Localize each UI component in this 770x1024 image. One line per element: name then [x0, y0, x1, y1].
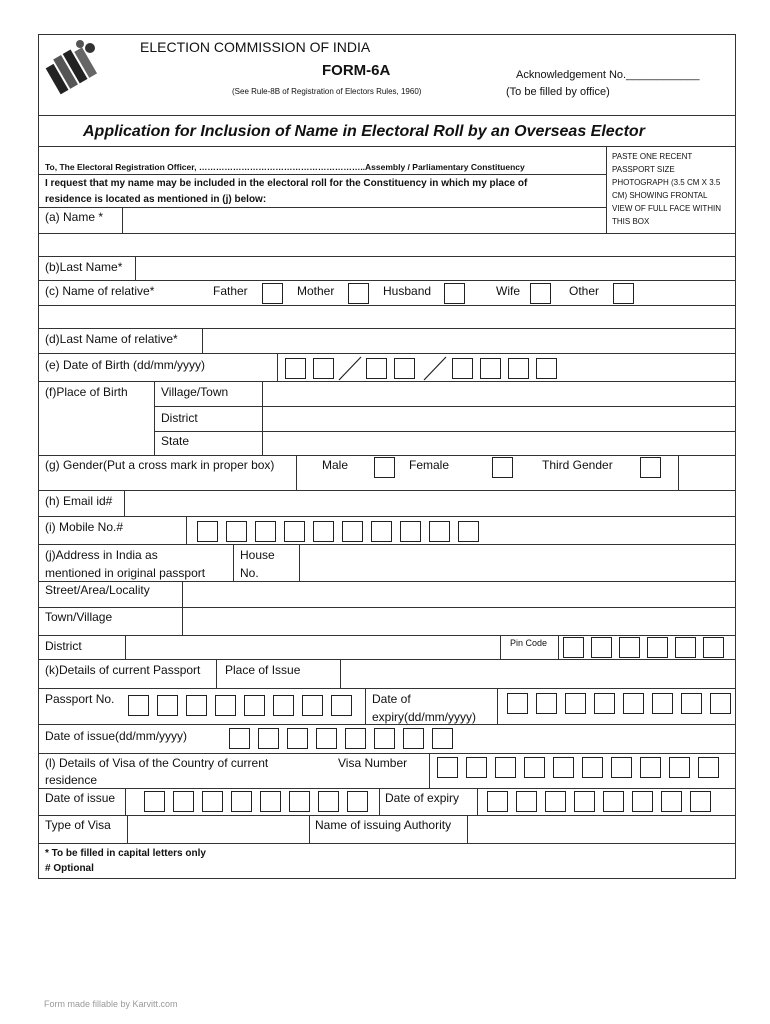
visa-char-7[interactable] — [611, 757, 632, 778]
visa-issue-1[interactable] — [144, 791, 165, 812]
passport-char-6[interactable] — [273, 695, 294, 716]
passport-char-2[interactable] — [157, 695, 178, 716]
visa-expiry-2[interactable] — [516, 791, 537, 812]
mobile-digit-8[interactable] — [400, 521, 421, 542]
third-gender-checkbox[interactable] — [640, 457, 661, 478]
visa-number-label: Visa Number — [338, 756, 408, 770]
mobile-digit-4[interactable] — [284, 521, 305, 542]
place-of-issue-input[interactable] — [341, 660, 735, 687]
eci-logo — [42, 38, 102, 110]
issue-date-label: Date of issue(dd/mm/yyyy) — [45, 729, 188, 743]
visa-type-input[interactable] — [128, 816, 309, 842]
passport-char-1[interactable] — [128, 695, 149, 716]
other-label: Other — [569, 284, 600, 298]
relative-name-input[interactable] — [39, 306, 735, 328]
female-checkbox[interactable] — [492, 457, 513, 478]
visa-type-label: Type of Visa — [45, 818, 111, 832]
father-label: Father — [213, 284, 248, 298]
passport-label: (k)Details of current Passport — [45, 663, 201, 677]
town-input[interactable] — [183, 608, 735, 634]
visa-issue-6[interactable] — [289, 791, 310, 812]
passport-issue-4[interactable] — [316, 728, 337, 749]
visa-issue-3[interactable] — [202, 791, 223, 812]
visa-char-1[interactable] — [437, 757, 458, 778]
pin-code-label: Pin Code — [510, 638, 548, 648]
passport-expiry-5[interactable] — [623, 693, 644, 714]
district-label: District — [161, 411, 198, 425]
passport-issue-7[interactable] — [403, 728, 424, 749]
mobile-digit-1[interactable] — [197, 521, 218, 542]
mobile-digit-6[interactable] — [342, 521, 363, 542]
house-no-input[interactable] — [300, 545, 735, 580]
visa-expiry-6[interactable] — [632, 791, 653, 812]
third-gender-label: Third Gender — [542, 458, 613, 472]
name-input[interactable] — [123, 208, 606, 233]
street-input[interactable] — [183, 582, 735, 606]
house-label-2: No. — [240, 566, 259, 580]
passport-char-8[interactable] — [331, 695, 352, 716]
passport-expiry-4[interactable] — [594, 693, 615, 714]
name-label: (a) Name * — [45, 210, 104, 224]
pin-digit-3[interactable] — [619, 637, 640, 658]
village-label: Village/Town — [161, 385, 229, 399]
visa-issue-8[interactable] — [347, 791, 368, 812]
visa-expiry-7[interactable] — [661, 791, 682, 812]
state-label: State — [161, 434, 190, 448]
date-separator-slash-icon — [337, 355, 363, 381]
dob-year-4[interactable] — [536, 358, 557, 379]
visa-char-4[interactable] — [524, 757, 545, 778]
street-label: Street/Area/Locality — [45, 583, 150, 597]
visa-expiry-label: Date of expiry — [385, 791, 460, 805]
passport-char-5[interactable] — [244, 695, 265, 716]
female-label: Female — [409, 458, 450, 472]
house-label-1: House — [240, 548, 275, 562]
other-checkbox[interactable] — [613, 283, 634, 304]
relative-last-name-label: (d)Last Name of relative* — [45, 332, 178, 346]
dob-day-2[interactable] — [313, 358, 334, 379]
visa-char-9[interactable] — [669, 757, 690, 778]
expiry-label-2: expiry(dd/mm/yyyy) — [372, 710, 477, 724]
issuing-authority-input[interactable] — [468, 816, 735, 842]
wife-checkbox[interactable] — [530, 283, 551, 304]
dob-year-2[interactable] — [480, 358, 501, 379]
visa-issue-5[interactable] — [260, 791, 281, 812]
to-line: To, The Electoral Registration Officer, …………………………………………………..Assembly / Parliamentary Constituency — [45, 162, 525, 172]
last-name-label: (b)Last Name* — [45, 260, 123, 274]
org-name: ELECTION COMMISSION OF INDIA — [140, 39, 371, 55]
request-line-1: I request that my name may be included in the electoral roll for the Constituency in which my place of — [45, 178, 528, 189]
visa-expiry-3[interactable] — [545, 791, 566, 812]
mobile-digit-7[interactable] — [371, 521, 392, 542]
gender-label: (g) Gender(Put a cross mark in proper box) — [45, 458, 275, 472]
dob-label: (e) Date of Birth (dd/mm/yyyy) — [45, 358, 206, 372]
wife-label: Wife — [496, 284, 520, 298]
dob-day-1[interactable] — [285, 358, 306, 379]
mobile-digit-3[interactable] — [255, 521, 276, 542]
visa-expiry-8[interactable] — [690, 791, 711, 812]
visa-expiry-5[interactable] — [603, 791, 624, 812]
father-checkbox[interactable] — [262, 283, 283, 304]
pin-digit-2[interactable] — [591, 637, 612, 658]
name-continuation-input[interactable] — [39, 234, 735, 256]
photo-instruction-4: CM) SHOWING FRONTAL — [612, 191, 708, 200]
pob-state-input[interactable] — [263, 432, 735, 454]
mobile-digit-10[interactable] — [458, 521, 479, 542]
photo-instruction-3: PHOTOGRAPH (3.5 CM X 3.5 — [612, 178, 721, 187]
visa-char-8[interactable] — [640, 757, 661, 778]
address-district-label: District — [45, 639, 82, 653]
visa-issue-label: Date of issue — [45, 791, 116, 805]
pin-digit-6[interactable] — [703, 637, 724, 658]
visa-expiry-1[interactable] — [487, 791, 508, 812]
passport-expiry-8[interactable] — [710, 693, 731, 714]
passport-char-4[interactable] — [215, 695, 236, 716]
dob-year-1[interactable] — [452, 358, 473, 379]
passport-expiry-6[interactable] — [652, 693, 673, 714]
passport-char-3[interactable] — [186, 695, 207, 716]
husband-label: Husband — [383, 284, 432, 298]
dob-month-1[interactable] — [366, 358, 387, 379]
address-district-input[interactable] — [126, 636, 500, 658]
expiry-label-1: Date of — [372, 692, 411, 706]
pin-digit-4[interactable] — [647, 637, 668, 658]
male-label: Male — [322, 458, 349, 472]
address-label-1: (j)Address in India as — [45, 548, 158, 562]
office-note: (To be filled by office) — [506, 86, 610, 98]
passport-issue-3[interactable] — [287, 728, 308, 749]
husband-checkbox[interactable] — [444, 283, 465, 304]
mother-label: Mother — [297, 284, 335, 298]
mother-checkbox[interactable] — [348, 283, 369, 304]
pob-label: (f)Place of Birth — [45, 385, 128, 399]
pin-digit-1[interactable] — [563, 637, 584, 658]
visa-char-6[interactable] — [582, 757, 603, 778]
male-checkbox[interactable] — [374, 457, 395, 478]
dob-month-2[interactable] — [394, 358, 415, 379]
photo-instruction-2: PASSPORT SIZE — [612, 165, 675, 174]
dob-year-3[interactable] — [508, 358, 529, 379]
pob-district-input[interactable] — [263, 407, 735, 430]
visa-label-2: residence — [45, 773, 98, 787]
place-of-issue-label: Place of Issue — [225, 663, 301, 677]
photo-instruction-5: VIEW OF FULL FACE WITHIN — [612, 204, 722, 213]
email-label: (h) Email id# — [45, 494, 113, 508]
passport-no-label: Passport No. — [45, 692, 115, 706]
mobile-label: (i) Mobile No.# — [45, 520, 124, 534]
mobile-digit-9[interactable] — [429, 521, 450, 542]
acknowledgement-no: Acknowledgement No.____________ — [516, 69, 700, 81]
last-name-input[interactable] — [136, 257, 735, 279]
passport-issue-1[interactable] — [229, 728, 250, 749]
address-label-2: mentioned in original passport — [45, 566, 206, 580]
mobile-digit-5[interactable] — [313, 521, 334, 542]
email-input[interactable] — [125, 491, 735, 515]
visa-char-10[interactable] — [698, 757, 719, 778]
visa-char-3[interactable] — [495, 757, 516, 778]
rule-note: (See Rule-8B of Registration of Electors Rules, 1960) — [232, 87, 422, 96]
form-title: Application for Inclusion of Name in Electoral Roll by an Overseas Elector — [83, 123, 645, 140]
passport-expiry-2[interactable] — [536, 693, 557, 714]
request-line-2: residence is located as mentioned in (j) below: — [45, 194, 267, 205]
visa-label-1: (l) Details of Visa of the Country of current — [45, 756, 269, 770]
visa-char-5[interactable] — [553, 757, 574, 778]
optional-note: # Optional — [45, 863, 94, 874]
visa-issue-2[interactable] — [173, 791, 194, 812]
capital-letters-note: * To be filled in capital letters only — [45, 848, 206, 859]
visa-expiry-4[interactable] — [574, 791, 595, 812]
visa-issue-7[interactable] — [318, 791, 339, 812]
passport-expiry-3[interactable] — [565, 693, 586, 714]
pin-digit-5[interactable] — [675, 637, 696, 658]
town-label: Town/Village — [45, 610, 113, 624]
form-number: FORM-6A — [322, 62, 391, 79]
passport-issue-2[interactable] — [258, 728, 279, 749]
photo-instruction-6: THIS BOX — [612, 217, 650, 226]
date-separator-slash-icon — [422, 355, 448, 381]
visa-char-2[interactable] — [466, 757, 487, 778]
visa-issue-4[interactable] — [231, 791, 252, 812]
photo-instruction-1: PASTE ONE RECENT — [612, 152, 693, 161]
relative-last-name-input[interactable] — [203, 329, 735, 352]
passport-expiry-7[interactable] — [681, 693, 702, 714]
mobile-digit-2[interactable] — [226, 521, 247, 542]
passport-expiry-1[interactable] — [507, 693, 528, 714]
issuing-authority-label: Name of issuing Authority — [315, 818, 452, 832]
relative-label: (c) Name of relative* — [45, 284, 155, 298]
passport-char-7[interactable] — [302, 695, 323, 716]
passport-issue-5[interactable] — [345, 728, 366, 749]
passport-issue-6[interactable] — [374, 728, 395, 749]
passport-issue-8[interactable] — [432, 728, 453, 749]
pob-village-input[interactable] — [263, 382, 735, 405]
footer-credit: Form made fillable by Karvitt.com — [44, 999, 178, 1009]
